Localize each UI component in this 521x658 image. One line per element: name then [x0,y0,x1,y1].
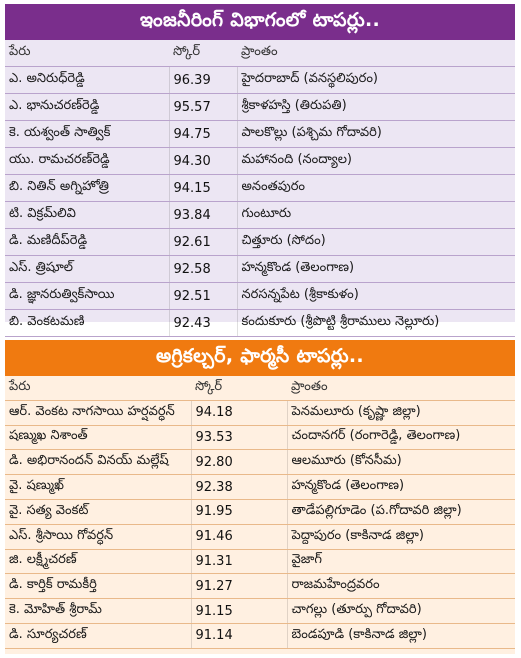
topper-name: బి. వెంకటమణి [5,310,169,337]
agri-pharma-toppers-panel [5,340,515,654]
table-row [5,94,515,121]
topper-name: ఎ. అనిరుధ్‌రెడ్డి [5,67,169,94]
topper-score: 96.39 [169,67,237,94]
topper-place: శ్రీకాళహస్తి (తిరుపతి) [237,94,515,121]
topper-score: 94.30 [169,148,237,175]
table-row [5,121,515,148]
table-row [5,475,515,500]
topper-name: ఎస్. శ్రీసాయి గోవర్ధన్ [5,524,191,549]
table-row [5,229,515,256]
table-header-row [5,40,515,67]
topper-place: పెనమలూరు (కృష్ణా జిల్లా) [287,400,515,425]
header-score: స్కోర్ [191,376,287,400]
table-row [5,310,515,337]
topper-place: పెద్దాపురం (కాకినాడ జిల్లా) [287,524,515,549]
topper-name: షణ్ముఖ నిశాంత్ [5,425,191,450]
table-row [5,67,515,94]
topper-score: 92.51 [169,283,237,310]
topper-place: బెండపూడి (కాకినాడ జిల్లా) [287,623,515,648]
table-row [5,524,515,549]
agri-pharma-table [5,376,515,649]
table-row [5,574,515,599]
header-place: ప్రాంతం [287,376,515,400]
topper-score: 94.75 [169,121,237,148]
topper-name: డి. మణిదీప్‌రెడ్డి [5,229,169,256]
agri-pharma-title: అగ్రికల్చర్, ఫార్మసీ టాపర్లు.. [5,340,515,376]
header-name: పేరు [5,40,169,67]
table-row [5,283,515,310]
topper-name: డి. జ్ఞానరుత్విక్‌సాయి [5,283,169,310]
table-row [5,175,515,202]
header-score: స్కోర్ [169,40,237,67]
topper-name: టి. విక్రమ్‌లివి [5,202,169,229]
topper-name: జి. లక్ష్మీచరణ్ [5,549,191,574]
header-place: ప్రాంతం [237,40,515,67]
topper-place: నరసన్నపేట (శ్రీకాకుళం) [237,283,515,310]
topper-place: పాలకొల్లు (పశ్చిమ గోదావరి) [237,121,515,148]
topper-name: డి. సూర్యచరణ్ [5,623,191,648]
engineering-toppers-panel [5,4,515,331]
topper-score: 94.18 [191,400,287,425]
topper-place: గుంటూరు [237,202,515,229]
topper-place: తాడేపల్లిగూడెం (ప.గోదావరి జిల్లా) [287,499,515,524]
table-row [5,450,515,475]
topper-score: 92.43 [169,310,237,337]
topper-score: 91.14 [191,623,287,648]
topper-name: వై. షణ్ముఖ్ [5,475,191,500]
topper-score: 91.27 [191,574,287,599]
table-row [5,148,515,175]
topper-place: కందుకూరు (శ్రీపొట్టి శ్రీరాములు నెల్లూరు) [237,310,515,337]
topper-score: 92.58 [169,256,237,283]
topper-score: 91.46 [191,524,287,549]
topper-place: వైజాగ్ [287,549,515,574]
topper-name: బి. నితిన్ అగ్నిహోత్రి [5,175,169,202]
table-row [5,499,515,524]
topper-place: హన్మకొండ (తెలంగాణ) [287,475,515,500]
table-row [5,623,515,648]
topper-score: 91.15 [191,599,287,624]
topper-name: వై. సత్య వెంకట్ [5,499,191,524]
topper-score: 91.31 [191,549,287,574]
engineering-table [5,40,515,337]
table-row [5,256,515,283]
topper-score: 95.57 [169,94,237,121]
table-row [5,599,515,624]
table-row [5,425,515,450]
topper-name: డి. అభిరానందన్ వినయ్ మల్లేష్ [5,450,191,475]
table-row [5,549,515,574]
topper-score: 92.61 [169,229,237,256]
topper-score: 91.95 [191,499,287,524]
topper-score: 92.80 [191,450,287,475]
topper-place: హన్మకొండ (తెలంగాణ) [237,256,515,283]
topper-score: 93.53 [191,425,287,450]
topper-score: 94.15 [169,175,237,202]
topper-place: రాజమహేంద్రవరం [287,574,515,599]
table-row [5,400,515,425]
topper-name: ఆర్. వెంకట నాగసాయి హర్షవర్ధన్ [5,400,191,425]
header-name: పేరు [5,376,191,400]
topper-name: కె. మోహిత్ శ్రీరామ్ [5,599,191,624]
topper-place: ఆలమూరు (కోనసీమ) [287,450,515,475]
topper-place: చందానగర్ (రంగారెడ్డి, తెలంగాణ) [287,425,515,450]
topper-name: కె. యశ్వంత్ సాత్విక్ [5,121,169,148]
topper-place: మహానంది (నంద్యాల) [237,148,515,175]
topper-name: డి. కార్తిక్ రామకీర్తి [5,574,191,599]
engineering-title: ఇంజనీరింగ్ విభాగంలో టాపర్లు.. [5,4,515,40]
table-header-row [5,376,515,400]
topper-place: చాగల్లు (తూర్పు గోదావరి) [287,599,515,624]
topper-score: 92.38 [191,475,287,500]
topper-place: చిత్తూరు (సోదం) [237,229,515,256]
topper-name: యు. రామచరణ్‌రెడ్డి [5,148,169,175]
topper-name: ఎ. భానుచరణ్‌రెడ్డి [5,94,169,121]
topper-place: హైదరాబాద్ (వనస్థలిపురం) [237,67,515,94]
topper-name: ఎస్. త్రిషూల్ [5,256,169,283]
topper-score: 93.84 [169,202,237,229]
topper-place: అనంతపురం [237,175,515,202]
table-row [5,202,515,229]
